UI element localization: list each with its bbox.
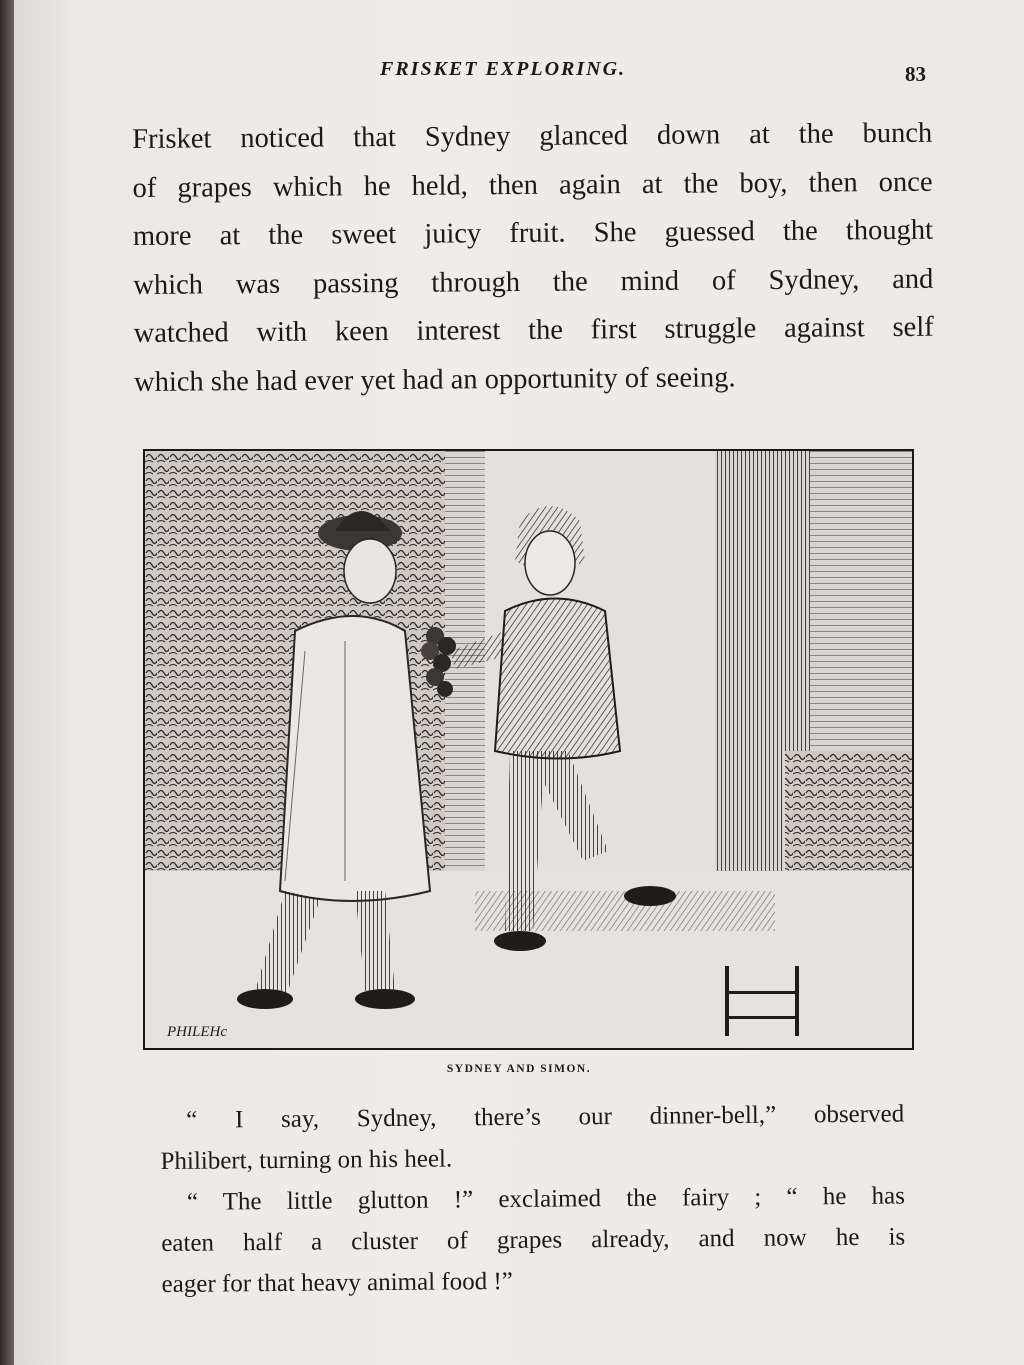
text-line: “ I say, Sydney, there’s our dinner-bell,” observed (186, 1100, 905, 1134)
paragraph-bottom (160, 1094, 906, 1305)
text-line: eager for that heavy animal food !” (161, 1267, 513, 1298)
page-number: 83 (905, 62, 926, 86)
engraving-two-boys-grapes-icon (145, 451, 912, 1048)
illustration-caption: SYDNEY AND SIMON. (446, 1063, 592, 1075)
text-line: more at the sweet juicy fruit. She guessed the thought (132, 214, 934, 252)
text-line: of grapes which he held, then again at the boy, then once (132, 166, 933, 204)
text-line: Philibert, turning on his heel. (160, 1145, 453, 1175)
text-line: Frisket noticed that Sydney glanced down at the bunch (132, 117, 933, 155)
text-line: watched with keen interest the first struggle against self (133, 311, 934, 349)
text-line: “ The little glutton !” exclaimed the fairy ; “ he has (186, 1182, 905, 1216)
running-head: FRISKET EXPLORING. (380, 58, 627, 80)
book-spine-shadow (0, 0, 14, 1365)
stone-pillar (445, 451, 485, 901)
engraving-illustration (143, 449, 914, 1050)
text-line: eaten half a cluster of grapes already, and now he is (161, 1223, 906, 1257)
paragraph-top (132, 110, 934, 407)
text-line: which she had ever yet had an opportunity of seeing. (133, 361, 736, 398)
engraver-signature: PHILEHc (167, 1024, 227, 1040)
book-page (14, 0, 1024, 1365)
text-line: which was passing through the mind of Sydney, and (133, 263, 934, 301)
